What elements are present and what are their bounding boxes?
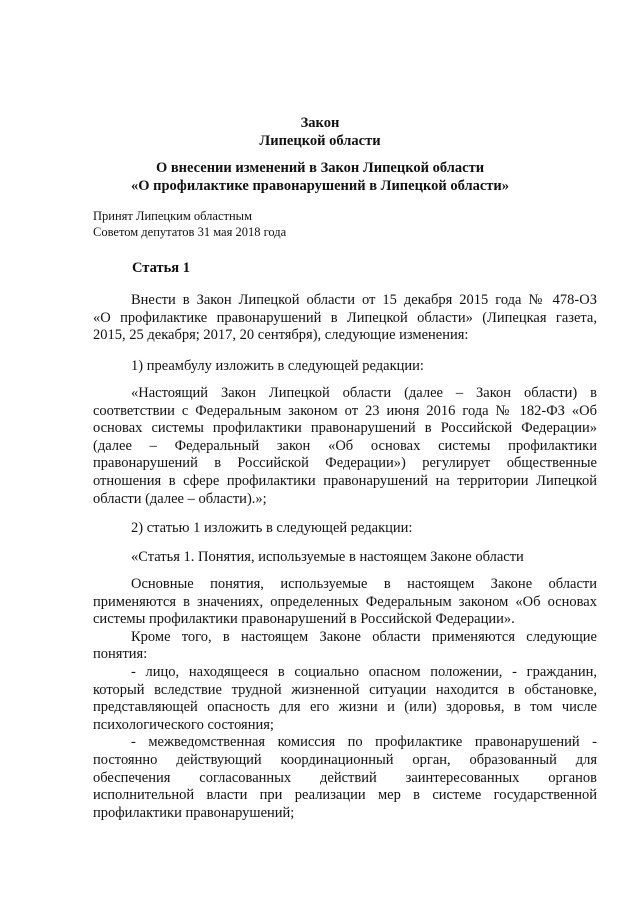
text-line: «О профилактике правонарушений в Липецкой области» (Липецкая газета, — [93, 309, 597, 326]
amendment-title: О внесении изменений в Закон Липецкой области — [155, 160, 485, 176]
text-line: обеспечения согласованных действий заинтересованных органов — [93, 769, 597, 786]
text-line: соответствии с Федеральным законом от 23 июня 2016 года № 182-ФЗ «Об — [93, 402, 597, 419]
article-heading: Статья 1 — [132, 260, 190, 276]
text-line: (далее – Федеральный закон «Об основах системы профилактики — [93, 437, 597, 454]
law-name-title: «О профилактике правонарушений в Липецкой области» — [130, 178, 510, 194]
text-line: области (далее – области).»; — [93, 490, 267, 507]
region-title: Липецкой области — [259, 133, 381, 149]
adoption-line-1: Принят Липецким областным — [93, 209, 252, 223]
text-line: Кроме того, в настоящем Законе области применяются следующие — [131, 628, 597, 645]
text-line: представляющей опасность для его жизни и (или) здоровья, в том числе — [93, 699, 597, 716]
text-line: исполнительной власти при реализации мер в системе государственной — [93, 787, 597, 804]
text-line: психологического состояния; — [93, 716, 274, 733]
paragraph-definitions — [93, 576, 597, 822]
paragraph-article-1-title — [93, 549, 597, 567]
text-line: основах системы профилактики правонарушений в Российской Федерации» — [93, 420, 597, 437]
text-line: системы профилактики правонарушений в Российской Федерации». — [93, 611, 515, 628]
paragraph-item-1 — [93, 358, 597, 376]
adoption-note — [93, 208, 286, 240]
text-line: применяются в значениях, определенных Федеральным законом «Об основах — [93, 593, 597, 610]
law-title: Закон — [300, 115, 340, 131]
text-line: правонарушений в Российской Федерации») регулирует общественные — [93, 455, 597, 472]
text-line: - межведомственная комиссия по профилактике правонарушений - — [131, 734, 597, 751]
paragraph-item-2 — [93, 520, 597, 538]
text-line: который вследствие трудной жизненной ситуации находится в обстановке, — [93, 681, 597, 698]
text-line: Внести в Закон Липецкой области от 15 декабря 2015 года № 478-ОЗ — [131, 292, 597, 308]
adoption-line-2: Советом депутатов 31 мая 2018 года — [93, 225, 287, 239]
text-line: 2) статью 1 изложить в следующей редакции: — [131, 520, 413, 536]
text-line: «Статья 1. Понятия, используемые в настоящем Законе области — [131, 549, 524, 565]
text-line: отношения в сфере профилактики правонарушений на территории Липецкой — [93, 472, 597, 489]
text-line: Основные понятия, используемые в настоящем Законе области — [131, 576, 597, 592]
text-line: «Настоящий Закон Липецкой области (далее – Закон области) в — [131, 385, 597, 401]
text-line: 2015, 25 декабря; 2017, 20 сентября), следующие изменения: — [93, 327, 469, 344]
text-line: постоянно действующий координационный орган, образованный для — [93, 751, 597, 768]
text-line: понятия: — [93, 646, 148, 663]
text-line: - лицо, находящееся в социально опасном положении, - гражданин, — [131, 663, 597, 680]
paragraph-preamble — [93, 385, 597, 508]
paragraph-intro — [93, 292, 597, 345]
text-line: 1) преамбулу изложить в следующей редакции: — [131, 358, 424, 374]
text-line: профилактики правонарушений; — [93, 804, 295, 821]
